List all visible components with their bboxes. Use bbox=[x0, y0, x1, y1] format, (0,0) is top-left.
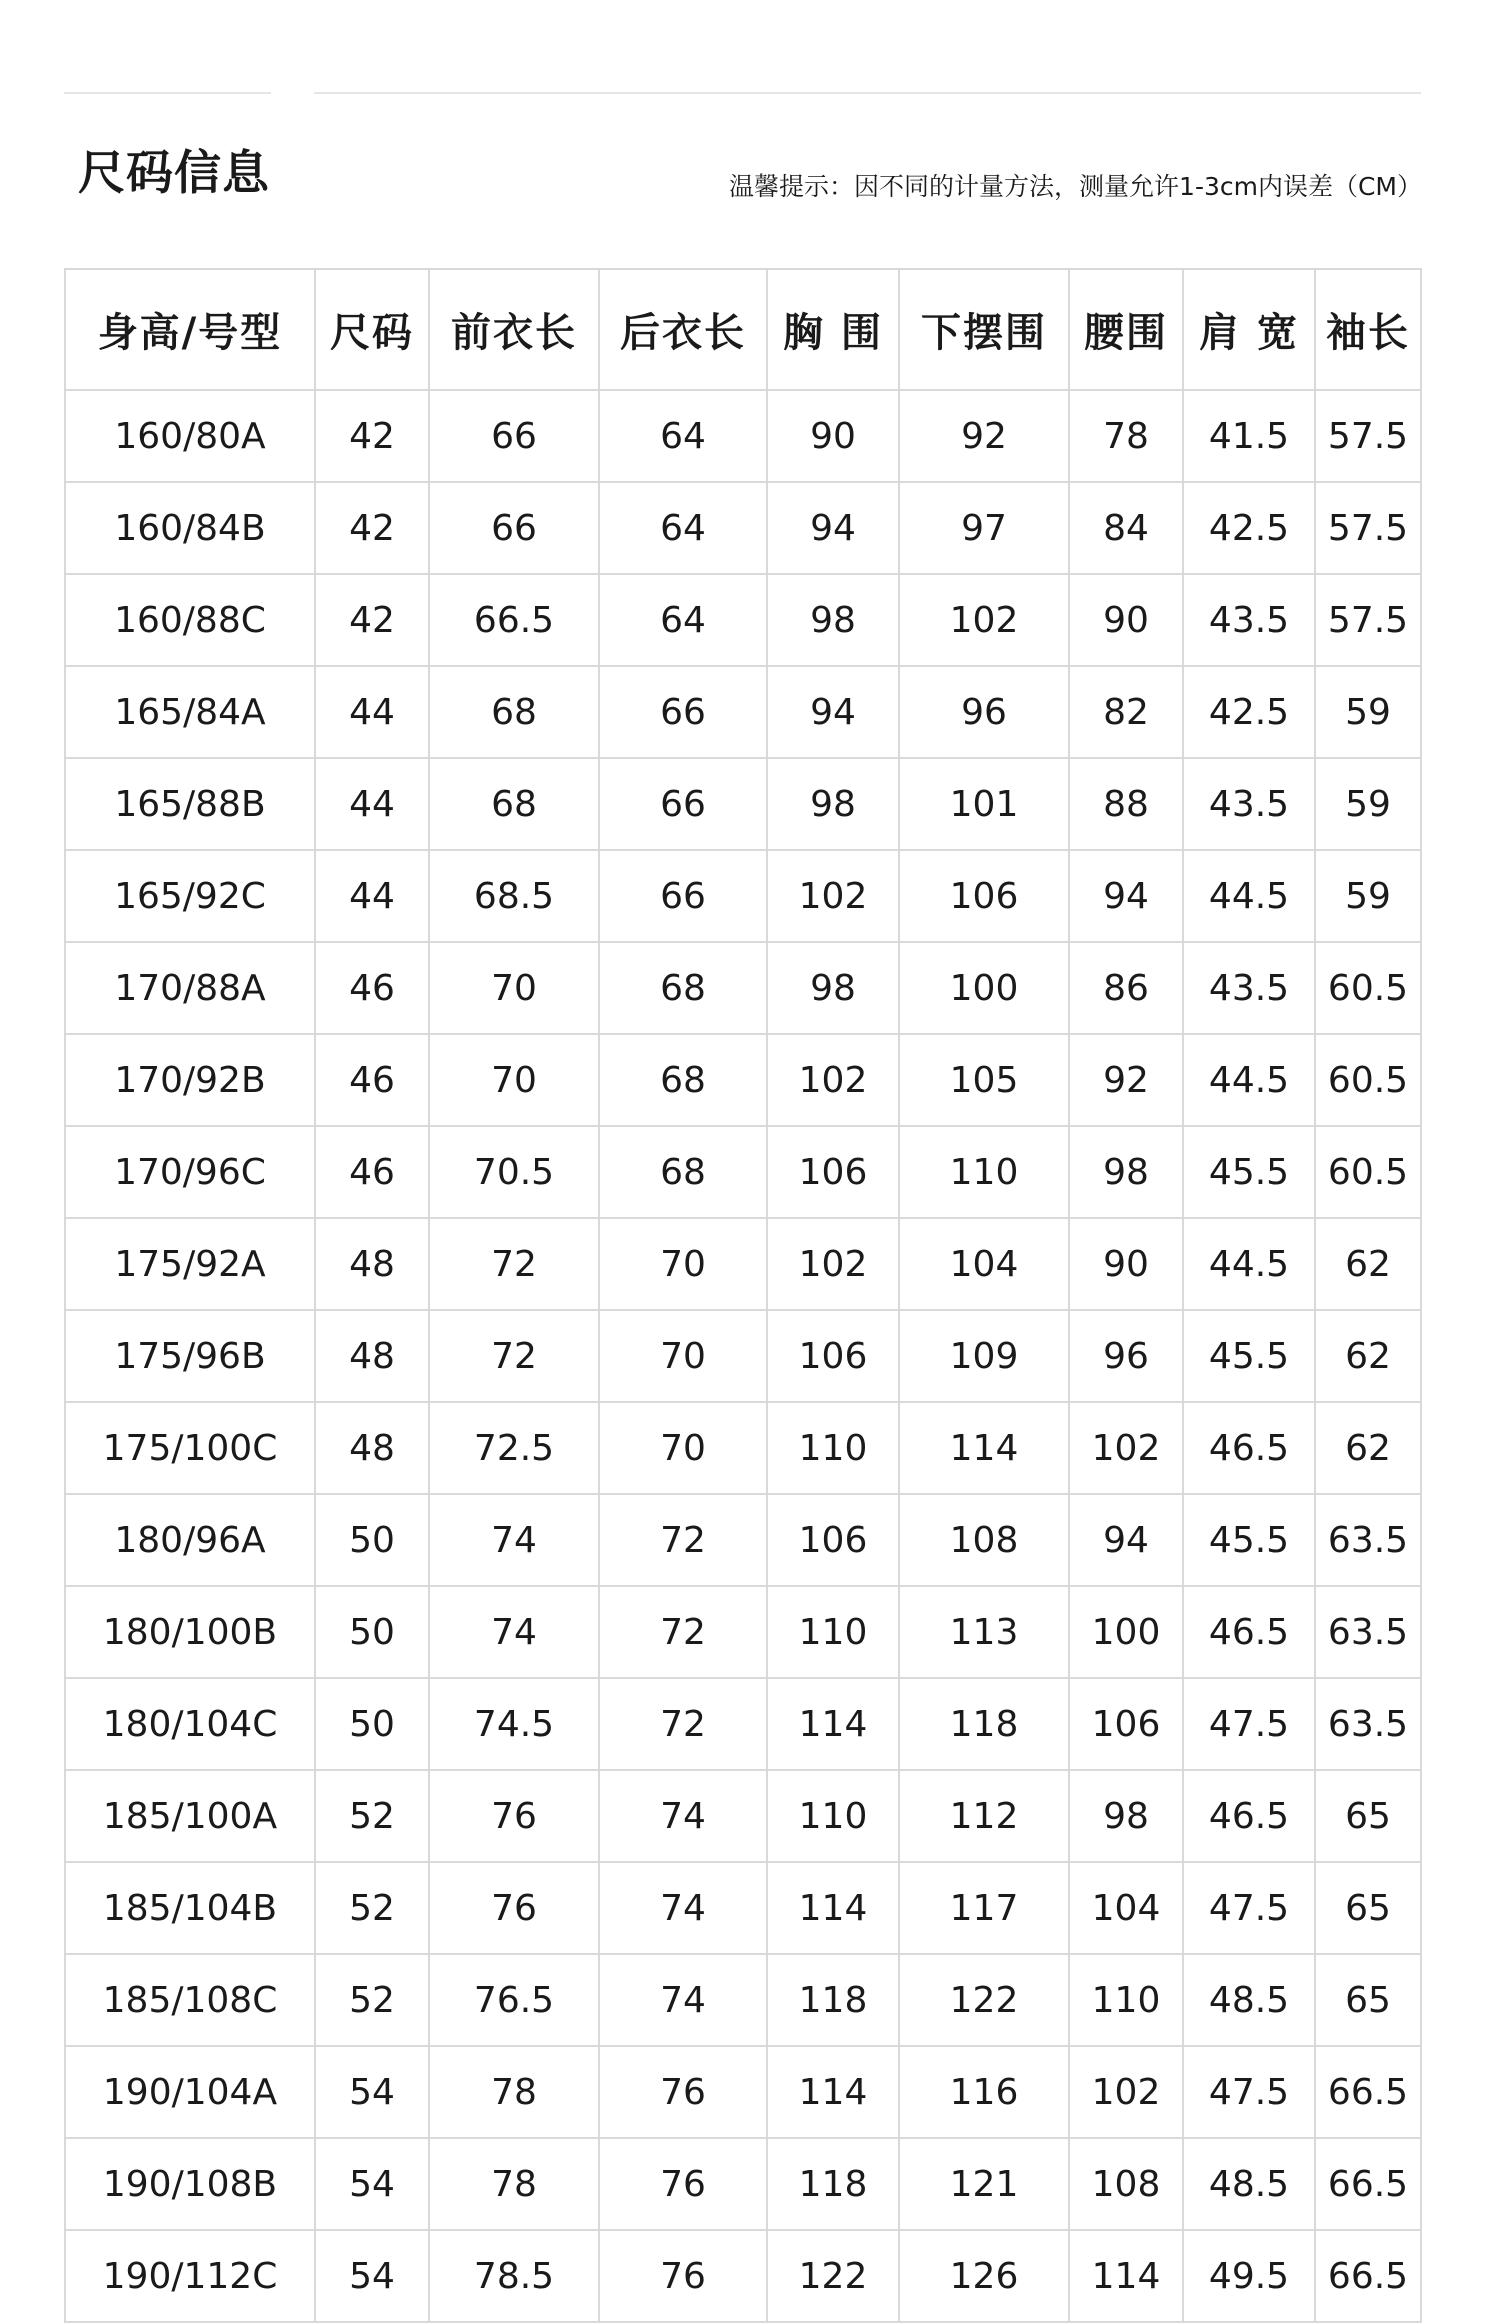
cell-height-type: 190/104A bbox=[65, 2046, 315, 2138]
table-row bbox=[65, 2230, 1421, 2322]
cell-front-length: 66 bbox=[429, 482, 599, 574]
cell-sleeve: 63.5 bbox=[1315, 1586, 1421, 1678]
cell-shoulder: 45.5 bbox=[1183, 1494, 1315, 1586]
header-chest: 胸 围 bbox=[767, 269, 899, 390]
cell-back-length: 76 bbox=[599, 2046, 767, 2138]
cell-hem: 100 bbox=[899, 942, 1069, 1034]
cell-sleeve: 65 bbox=[1315, 1770, 1421, 1862]
cell-front-length: 74 bbox=[429, 1586, 599, 1678]
cell-front-length: 68.5 bbox=[429, 850, 599, 942]
cell-sleeve: 62 bbox=[1315, 1218, 1421, 1310]
cell-size: 46 bbox=[315, 1126, 429, 1218]
cell-hem: 117 bbox=[899, 1862, 1069, 1954]
cell-chest: 98 bbox=[767, 574, 899, 666]
cell-sleeve: 57.5 bbox=[1315, 482, 1421, 574]
cell-height-type: 175/100C bbox=[65, 1402, 315, 1494]
cell-back-length: 72 bbox=[599, 1586, 767, 1678]
cell-waist: 104 bbox=[1069, 1862, 1183, 1954]
cell-shoulder: 46.5 bbox=[1183, 1770, 1315, 1862]
cell-hem: 97 bbox=[899, 482, 1069, 574]
table-row bbox=[65, 1402, 1421, 1494]
cell-sleeve: 63.5 bbox=[1315, 1494, 1421, 1586]
cell-back-length: 70 bbox=[599, 1218, 767, 1310]
table-row bbox=[65, 1310, 1421, 1402]
cell-sleeve: 59 bbox=[1315, 666, 1421, 758]
cell-back-length: 68 bbox=[599, 942, 767, 1034]
table-row bbox=[65, 1218, 1421, 1310]
cell-size: 50 bbox=[315, 1586, 429, 1678]
table-row bbox=[65, 482, 1421, 574]
cell-front-length: 74.5 bbox=[429, 1678, 599, 1770]
cell-height-type: 190/108B bbox=[65, 2138, 315, 2230]
cell-chest: 110 bbox=[767, 1770, 899, 1862]
table-row bbox=[65, 574, 1421, 666]
cell-front-length: 70 bbox=[429, 942, 599, 1034]
cell-back-length: 74 bbox=[599, 1770, 767, 1862]
cell-back-length: 72 bbox=[599, 1678, 767, 1770]
cell-front-length: 68 bbox=[429, 666, 599, 758]
cell-sleeve: 65 bbox=[1315, 1954, 1421, 2046]
cell-waist: 98 bbox=[1069, 1126, 1183, 1218]
cell-size: 52 bbox=[315, 1954, 429, 2046]
cell-waist: 84 bbox=[1069, 482, 1183, 574]
cell-height-type: 160/84B bbox=[65, 482, 315, 574]
table-row bbox=[65, 1494, 1421, 1586]
cell-shoulder: 44.5 bbox=[1183, 1034, 1315, 1126]
cell-height-type: 165/92C bbox=[65, 850, 315, 942]
header-shoulder: 肩 宽 bbox=[1183, 269, 1315, 390]
header-hem: 下摆围 bbox=[899, 269, 1069, 390]
cell-front-length: 78 bbox=[429, 2046, 599, 2138]
cell-height-type: 180/96A bbox=[65, 1494, 315, 1586]
cell-front-length: 70.5 bbox=[429, 1126, 599, 1218]
cell-chest: 94 bbox=[767, 482, 899, 574]
cell-size: 42 bbox=[315, 390, 429, 482]
cell-hem: 92 bbox=[899, 390, 1069, 482]
cell-hem: 102 bbox=[899, 574, 1069, 666]
cell-hem: 96 bbox=[899, 666, 1069, 758]
cell-shoulder: 48.5 bbox=[1183, 2138, 1315, 2230]
table-row bbox=[65, 1954, 1421, 2046]
cell-front-length: 68 bbox=[429, 758, 599, 850]
cell-size: 42 bbox=[315, 482, 429, 574]
cell-back-length: 66 bbox=[599, 850, 767, 942]
table-row bbox=[65, 666, 1421, 758]
cell-hem: 101 bbox=[899, 758, 1069, 850]
cell-size: 44 bbox=[315, 758, 429, 850]
cell-front-length: 70 bbox=[429, 1034, 599, 1126]
cell-size: 50 bbox=[315, 1494, 429, 1586]
cell-shoulder: 49.5 bbox=[1183, 2230, 1315, 2322]
cell-shoulder: 46.5 bbox=[1183, 1586, 1315, 1678]
cell-size: 48 bbox=[315, 1310, 429, 1402]
cell-back-length: 72 bbox=[599, 1494, 767, 1586]
cell-chest: 102 bbox=[767, 1218, 899, 1310]
cell-sleeve: 57.5 bbox=[1315, 390, 1421, 482]
cell-chest: 106 bbox=[767, 1310, 899, 1402]
cell-sleeve: 60.5 bbox=[1315, 1126, 1421, 1218]
cell-height-type: 175/92A bbox=[65, 1218, 315, 1310]
cell-sleeve: 66.5 bbox=[1315, 2230, 1421, 2322]
cell-back-length: 74 bbox=[599, 1862, 767, 1954]
cell-waist: 96 bbox=[1069, 1310, 1183, 1402]
table-body bbox=[65, 390, 1421, 2322]
cell-sleeve: 62 bbox=[1315, 1310, 1421, 1402]
cell-height-type: 170/88A bbox=[65, 942, 315, 1034]
size-table bbox=[64, 268, 1422, 2323]
cell-sleeve: 63.5 bbox=[1315, 1678, 1421, 1770]
cell-front-length: 76.5 bbox=[429, 1954, 599, 2046]
cell-shoulder: 44.5 bbox=[1183, 850, 1315, 942]
cell-hem: 126 bbox=[899, 2230, 1069, 2322]
cell-back-length: 68 bbox=[599, 1126, 767, 1218]
cell-back-length: 70 bbox=[599, 1402, 767, 1494]
cell-front-length: 72.5 bbox=[429, 1402, 599, 1494]
header-back-length: 后衣长 bbox=[599, 269, 767, 390]
cell-height-type: 185/104B bbox=[65, 1862, 315, 1954]
cell-sleeve: 57.5 bbox=[1315, 574, 1421, 666]
cell-chest: 102 bbox=[767, 850, 899, 942]
table-row bbox=[65, 1678, 1421, 1770]
cell-waist: 94 bbox=[1069, 850, 1183, 942]
cell-height-type: 180/100B bbox=[65, 1586, 315, 1678]
cell-size: 46 bbox=[315, 1034, 429, 1126]
cell-waist: 92 bbox=[1069, 1034, 1183, 1126]
cell-front-length: 74 bbox=[429, 1494, 599, 1586]
cell-waist: 82 bbox=[1069, 666, 1183, 758]
cell-chest: 106 bbox=[767, 1126, 899, 1218]
cell-shoulder: 43.5 bbox=[1183, 574, 1315, 666]
cell-size: 48 bbox=[315, 1218, 429, 1310]
table-row bbox=[65, 2046, 1421, 2138]
cell-chest: 114 bbox=[767, 2046, 899, 2138]
cell-hem: 110 bbox=[899, 1126, 1069, 1218]
cell-size: 52 bbox=[315, 1770, 429, 1862]
cell-waist: 98 bbox=[1069, 1770, 1183, 1862]
table-row bbox=[65, 942, 1421, 1034]
top-divider-left bbox=[64, 92, 271, 94]
cell-front-length: 78.5 bbox=[429, 2230, 599, 2322]
cell-sleeve: 59 bbox=[1315, 758, 1421, 850]
cell-front-length: 66.5 bbox=[429, 574, 599, 666]
cell-hem: 112 bbox=[899, 1770, 1069, 1862]
cell-hem: 113 bbox=[899, 1586, 1069, 1678]
cell-shoulder: 44.5 bbox=[1183, 1218, 1315, 1310]
header-waist: 腰围 bbox=[1069, 269, 1183, 390]
cell-waist: 88 bbox=[1069, 758, 1183, 850]
cell-back-length: 64 bbox=[599, 482, 767, 574]
cell-back-length: 74 bbox=[599, 1954, 767, 2046]
cell-waist: 78 bbox=[1069, 390, 1183, 482]
cell-size: 46 bbox=[315, 942, 429, 1034]
cell-back-length: 76 bbox=[599, 2230, 767, 2322]
cell-waist: 90 bbox=[1069, 574, 1183, 666]
cell-shoulder: 47.5 bbox=[1183, 1862, 1315, 1954]
cell-shoulder: 45.5 bbox=[1183, 1310, 1315, 1402]
cell-size: 44 bbox=[315, 666, 429, 758]
cell-height-type: 165/88B bbox=[65, 758, 315, 850]
cell-front-length: 78 bbox=[429, 2138, 599, 2230]
cell-hem: 114 bbox=[899, 1402, 1069, 1494]
cell-sleeve: 66.5 bbox=[1315, 2046, 1421, 2138]
cell-waist: 106 bbox=[1069, 1678, 1183, 1770]
cell-shoulder: 47.5 bbox=[1183, 1678, 1315, 1770]
cell-back-length: 64 bbox=[599, 390, 767, 482]
cell-waist: 110 bbox=[1069, 1954, 1183, 2046]
cell-shoulder: 45.5 bbox=[1183, 1126, 1315, 1218]
cell-size: 54 bbox=[315, 2230, 429, 2322]
cell-front-length: 66 bbox=[429, 390, 599, 482]
cell-chest: 118 bbox=[767, 1954, 899, 2046]
cell-height-type: 190/112C bbox=[65, 2230, 315, 2322]
table-header-row bbox=[65, 269, 1421, 390]
cell-chest: 114 bbox=[767, 1862, 899, 1954]
cell-shoulder: 41.5 bbox=[1183, 390, 1315, 482]
cell-front-length: 76 bbox=[429, 1862, 599, 1954]
cell-size: 54 bbox=[315, 2046, 429, 2138]
cell-waist: 102 bbox=[1069, 1402, 1183, 1494]
cell-waist: 102 bbox=[1069, 2046, 1183, 2138]
cell-waist: 86 bbox=[1069, 942, 1183, 1034]
page-title: 尺码信息 bbox=[78, 146, 270, 201]
cell-sleeve: 65 bbox=[1315, 1862, 1421, 1954]
cell-chest: 102 bbox=[767, 1034, 899, 1126]
cell-sleeve: 60.5 bbox=[1315, 942, 1421, 1034]
cell-waist: 94 bbox=[1069, 1494, 1183, 1586]
cell-height-type: 175/96B bbox=[65, 1310, 315, 1402]
cell-back-length: 66 bbox=[599, 758, 767, 850]
cell-sleeve: 62 bbox=[1315, 1402, 1421, 1494]
cell-height-type: 185/108C bbox=[65, 1954, 315, 2046]
cell-shoulder: 43.5 bbox=[1183, 942, 1315, 1034]
cell-hem: 109 bbox=[899, 1310, 1069, 1402]
table-row bbox=[65, 758, 1421, 850]
cell-waist: 90 bbox=[1069, 1218, 1183, 1310]
cell-waist: 108 bbox=[1069, 2138, 1183, 2230]
cell-back-length: 66 bbox=[599, 666, 767, 758]
cell-height-type: 160/80A bbox=[65, 390, 315, 482]
table-row bbox=[65, 1126, 1421, 1218]
cell-height-type: 160/88C bbox=[65, 574, 315, 666]
table-row bbox=[65, 1862, 1421, 1954]
cell-hem: 116 bbox=[899, 2046, 1069, 2138]
cell-size: 54 bbox=[315, 2138, 429, 2230]
measurement-tip: 温馨提示：因不同的计量方法，测量允许1-3cm内误差（CM） bbox=[729, 172, 1422, 201]
cell-shoulder: 48.5 bbox=[1183, 1954, 1315, 2046]
cell-size: 44 bbox=[315, 850, 429, 942]
header-size: 尺码 bbox=[315, 269, 429, 390]
cell-shoulder: 42.5 bbox=[1183, 666, 1315, 758]
cell-front-length: 76 bbox=[429, 1770, 599, 1862]
cell-hem: 104 bbox=[899, 1218, 1069, 1310]
cell-waist: 100 bbox=[1069, 1586, 1183, 1678]
cell-size: 52 bbox=[315, 1862, 429, 1954]
cell-back-length: 70 bbox=[599, 1310, 767, 1402]
cell-hem: 105 bbox=[899, 1034, 1069, 1126]
cell-chest: 106 bbox=[767, 1494, 899, 1586]
cell-height-type: 165/84A bbox=[65, 666, 315, 758]
cell-size: 50 bbox=[315, 1678, 429, 1770]
cell-chest: 110 bbox=[767, 1586, 899, 1678]
cell-chest: 110 bbox=[767, 1402, 899, 1494]
cell-height-type: 180/104C bbox=[65, 1678, 315, 1770]
cell-chest: 114 bbox=[767, 1678, 899, 1770]
cell-shoulder: 43.5 bbox=[1183, 758, 1315, 850]
table-row bbox=[65, 1770, 1421, 1862]
cell-hem: 108 bbox=[899, 1494, 1069, 1586]
cell-height-type: 170/92B bbox=[65, 1034, 315, 1126]
cell-sleeve: 60.5 bbox=[1315, 1034, 1421, 1126]
cell-hem: 106 bbox=[899, 850, 1069, 942]
table-row bbox=[65, 390, 1421, 482]
header-front-length: 前衣长 bbox=[429, 269, 599, 390]
cell-chest: 98 bbox=[767, 942, 899, 1034]
cell-front-length: 72 bbox=[429, 1310, 599, 1402]
cell-chest: 118 bbox=[767, 2138, 899, 2230]
cell-waist: 114 bbox=[1069, 2230, 1183, 2322]
cell-chest: 94 bbox=[767, 666, 899, 758]
header-height-type: 身高/号型 bbox=[65, 269, 315, 390]
table-row bbox=[65, 1586, 1421, 1678]
top-divider-right bbox=[314, 92, 1421, 94]
cell-back-length: 76 bbox=[599, 2138, 767, 2230]
cell-front-length: 72 bbox=[429, 1218, 599, 1310]
cell-size: 48 bbox=[315, 1402, 429, 1494]
table-row bbox=[65, 1034, 1421, 1126]
header-sleeve: 袖长 bbox=[1315, 269, 1421, 390]
cell-height-type: 170/96C bbox=[65, 1126, 315, 1218]
cell-shoulder: 47.5 bbox=[1183, 2046, 1315, 2138]
cell-chest: 98 bbox=[767, 758, 899, 850]
cell-sleeve: 59 bbox=[1315, 850, 1421, 942]
cell-shoulder: 46.5 bbox=[1183, 1402, 1315, 1494]
cell-shoulder: 42.5 bbox=[1183, 482, 1315, 574]
cell-height-type: 185/100A bbox=[65, 1770, 315, 1862]
cell-hem: 118 bbox=[899, 1678, 1069, 1770]
cell-sleeve: 66.5 bbox=[1315, 2138, 1421, 2230]
cell-back-length: 64 bbox=[599, 574, 767, 666]
cell-chest: 90 bbox=[767, 390, 899, 482]
table-row bbox=[65, 850, 1421, 942]
cell-back-length: 68 bbox=[599, 1034, 767, 1126]
cell-size: 42 bbox=[315, 574, 429, 666]
cell-chest: 122 bbox=[767, 2230, 899, 2322]
table-row bbox=[65, 2138, 1421, 2230]
cell-hem: 121 bbox=[899, 2138, 1069, 2230]
cell-hem: 122 bbox=[899, 1954, 1069, 2046]
